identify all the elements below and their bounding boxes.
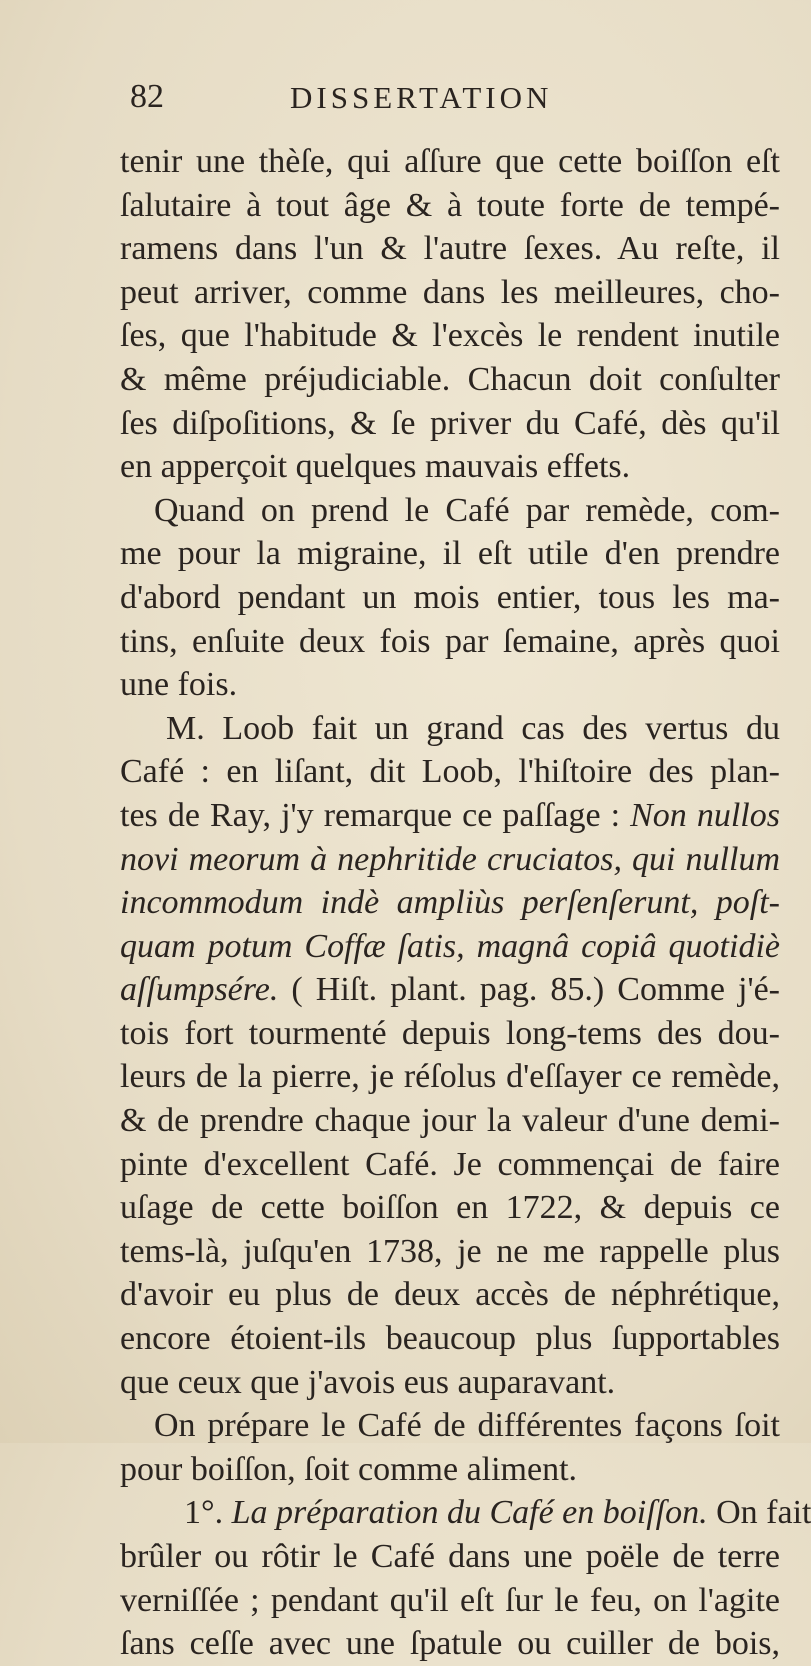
text-line: pour boiſſon, ſoit comme aliment. bbox=[120, 1450, 578, 1488]
text-line: une fois. bbox=[120, 666, 238, 704]
text-line bbox=[120, 968, 780, 1012]
text-line: leurs de la pierre, je réſolus d'eſſayer ce remède, bbox=[120, 1058, 780, 1096]
text-line: peut arriver, comme dans les meilleures, cho- bbox=[120, 273, 780, 311]
text-line: & même préjudiciable. Chacun doit conſulter bbox=[120, 360, 780, 398]
text-line: verniſſée ; pendant qu'il eſt ſur le feu, on l'agite bbox=[120, 1581, 780, 1619]
text-line: tems-là, juſqu'en 1738, je ne me rappelle plus bbox=[120, 1232, 780, 1270]
latin-quote: aſſumpsére. bbox=[120, 971, 279, 1009]
text-line: ſans ceſſe avec une ſpatule ou cuiller de bois, bbox=[120, 1625, 780, 1663]
paragraph-start: On prépare le Café de différentes façons ſoit bbox=[154, 1407, 780, 1445]
text-line: tenir une thèſe, qui aſſure que cette boiſſon eſt bbox=[120, 143, 780, 180]
section-number: 1°. bbox=[184, 1494, 232, 1532]
text-line: ſalutaire à tout âge & à toute forte de tempé- bbox=[120, 186, 780, 224]
section-heading-line bbox=[120, 1491, 811, 1535]
paragraph-start: M. Loob fait un grand cas des vertus du bbox=[166, 709, 780, 747]
paragraph-start: Quand on prend le Café par remède, com- bbox=[154, 491, 780, 529]
text-line: pinte d'excellent Café. Je commençai de faire bbox=[120, 1145, 780, 1183]
page-header bbox=[122, 78, 762, 128]
latin-quote-line: quam potum Coffæ ſatis, magnâ copiâ quotidiè bbox=[120, 927, 780, 965]
text-line bbox=[120, 794, 780, 838]
text-segment: tes de Ray, j'y remarque ce paſſage : bbox=[120, 796, 631, 834]
running-title: DISSERTATION bbox=[290, 80, 553, 115]
latin-quote: Non nullos bbox=[630, 796, 780, 834]
text-line: Café : en liſant, dit Loob, l'hiſtoire des plan- bbox=[120, 753, 780, 791]
latin-quote-line: novi meorum à nephritide cruciatos, qui nullum bbox=[120, 840, 780, 878]
text-line: ramens dans l'un & l'autre ſexes. Au reſte, il bbox=[120, 230, 780, 268]
text-line: tois fort tourmenté depuis long-tems des dou- bbox=[120, 1014, 780, 1052]
text-line: que ceux que j'avois eus auparavant. bbox=[120, 1363, 616, 1401]
text-line: & de prendre chaque jour la valeur d'une demi- bbox=[120, 1102, 780, 1140]
text-line: tins, enſuite deux fois par ſemaine, après quoi bbox=[120, 622, 780, 660]
citation: ( Hiſt. plant. pag. 85.) Comme j'é- bbox=[278, 971, 780, 1009]
text-line: brûler ou rôtir le Café dans une poële de terre bbox=[120, 1538, 780, 1575]
text-line: ſes diſpoſitions, & ſe priver du Café, dès qu'il bbox=[120, 404, 780, 442]
text-line: ſes, que l'habitude & l'excès le rendent inutile bbox=[120, 317, 780, 355]
body-text bbox=[120, 140, 811, 1666]
text-line: me pour la migraine, il eſt utile d'en prendre bbox=[120, 535, 780, 573]
latin-quote-line: incommodum indè ampliùs perſenſerunt, poſt- bbox=[120, 884, 780, 922]
text-line: encore étoient-ils beaucoup plus ſupportables bbox=[120, 1320, 780, 1358]
text-segment: On fait bbox=[707, 1494, 811, 1532]
text-line: d'abord pendant un mois entier, tous les ma- bbox=[120, 578, 780, 616]
text-line: en apperçoit quelques mauvais effets. bbox=[120, 448, 631, 486]
text-line: d'avoir eu plus de deux accès de néphrétique, bbox=[120, 1276, 780, 1314]
section-title: La préparation du Café en boiſſon. bbox=[231, 1494, 708, 1532]
text-line: uſage de cette boiſſon en 1722, & depuis ce bbox=[120, 1189, 780, 1227]
page-number: 82 bbox=[130, 78, 164, 115]
